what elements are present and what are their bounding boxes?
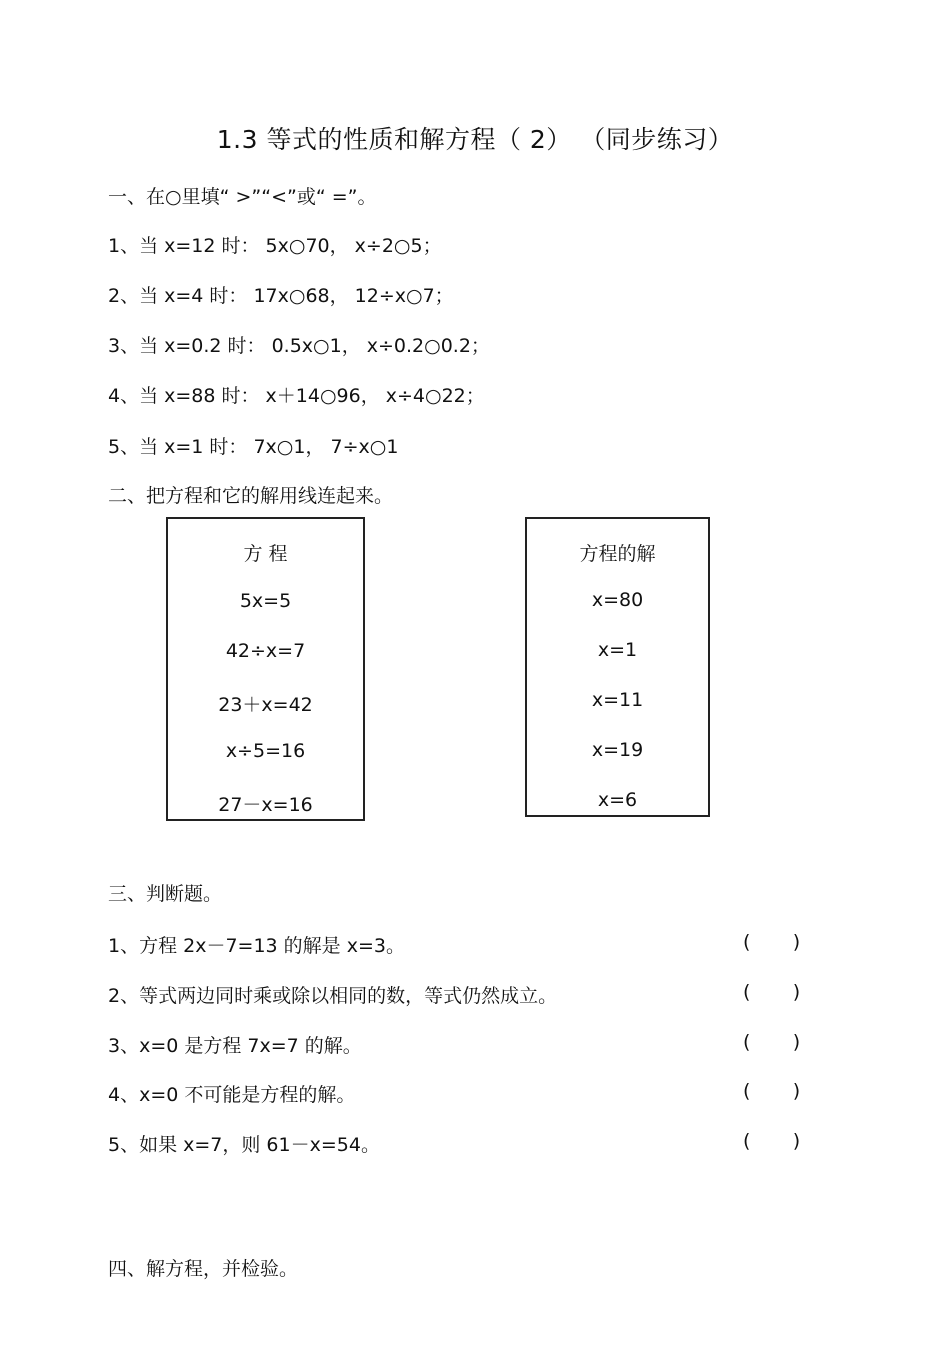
equation-4: x÷5=16 xyxy=(225,740,306,762)
section1-heading: 一、在○里填“ >”“<”或“ =”。 xyxy=(108,186,377,208)
solutions-box xyxy=(525,517,710,817)
section1-item-5: 5、当 x=1 时： 7x○1， 7÷x○1 xyxy=(108,436,399,458)
equation-1: 5x=5 xyxy=(239,590,292,612)
solutions-header: 方程的解 xyxy=(579,543,656,565)
solution-2: x=1 xyxy=(597,639,638,661)
section4-heading: 四、解方程，并检验。 xyxy=(108,1258,299,1280)
section1-item-3: 3、当 x=0.2 时： 0.5x○1， x÷0.2○0.2； xyxy=(108,335,490,357)
page-title: 1.3 等式的性质和解方程（ 2） （同步练习） xyxy=(216,125,734,154)
section1-item-4: 4、当 x=88 时： x＋14○96， x÷4○22； xyxy=(108,385,485,407)
judge-item-3: 3、x=0 是方程 7x=7 的解。 xyxy=(108,1035,362,1057)
judge-item-5: 5、如果 x=7，则 61－x=54。 xyxy=(108,1134,380,1156)
judge-answer-4[interactable]: ( ) xyxy=(743,1080,801,1102)
judge-item-4: 4、x=0 不可能是方程的解。 xyxy=(108,1084,356,1106)
section1-item-1: 1、当 x=12 时： 5x○70， x÷2○5； xyxy=(108,235,442,257)
equation-3: 23＋x=42 xyxy=(218,694,313,716)
equations-box xyxy=(166,517,365,821)
solution-4: x=19 xyxy=(591,739,644,761)
equation-5: 27－x=16 xyxy=(218,794,313,816)
judge-answer-3[interactable]: ( ) xyxy=(743,1031,801,1053)
equation-2: 42÷x=7 xyxy=(225,640,306,662)
judge-answer-2[interactable]: ( ) xyxy=(743,981,801,1003)
judge-item-1: 1、方程 2x－7=13 的解是 x=3。 xyxy=(108,935,405,957)
judge-answer-5[interactable]: ( ) xyxy=(743,1130,801,1152)
solution-3: x=11 xyxy=(591,689,644,711)
section1-item-2: 2、当 x=4 时： 17x○68， 12÷x○7； xyxy=(108,285,454,307)
equations-header: 方 程 xyxy=(243,543,288,565)
section2-heading: 二、把方程和它的解用线连起来。 xyxy=(108,485,394,507)
section3-heading: 三、判断题。 xyxy=(108,883,223,905)
judge-answer-1[interactable]: ( ) xyxy=(743,931,801,953)
solution-5: x=6 xyxy=(597,789,638,811)
solution-1: x=80 xyxy=(591,589,644,611)
judge-item-2: 2、等式两边同时乘或除以相同的数，等式仍然成立。 xyxy=(108,985,558,1007)
